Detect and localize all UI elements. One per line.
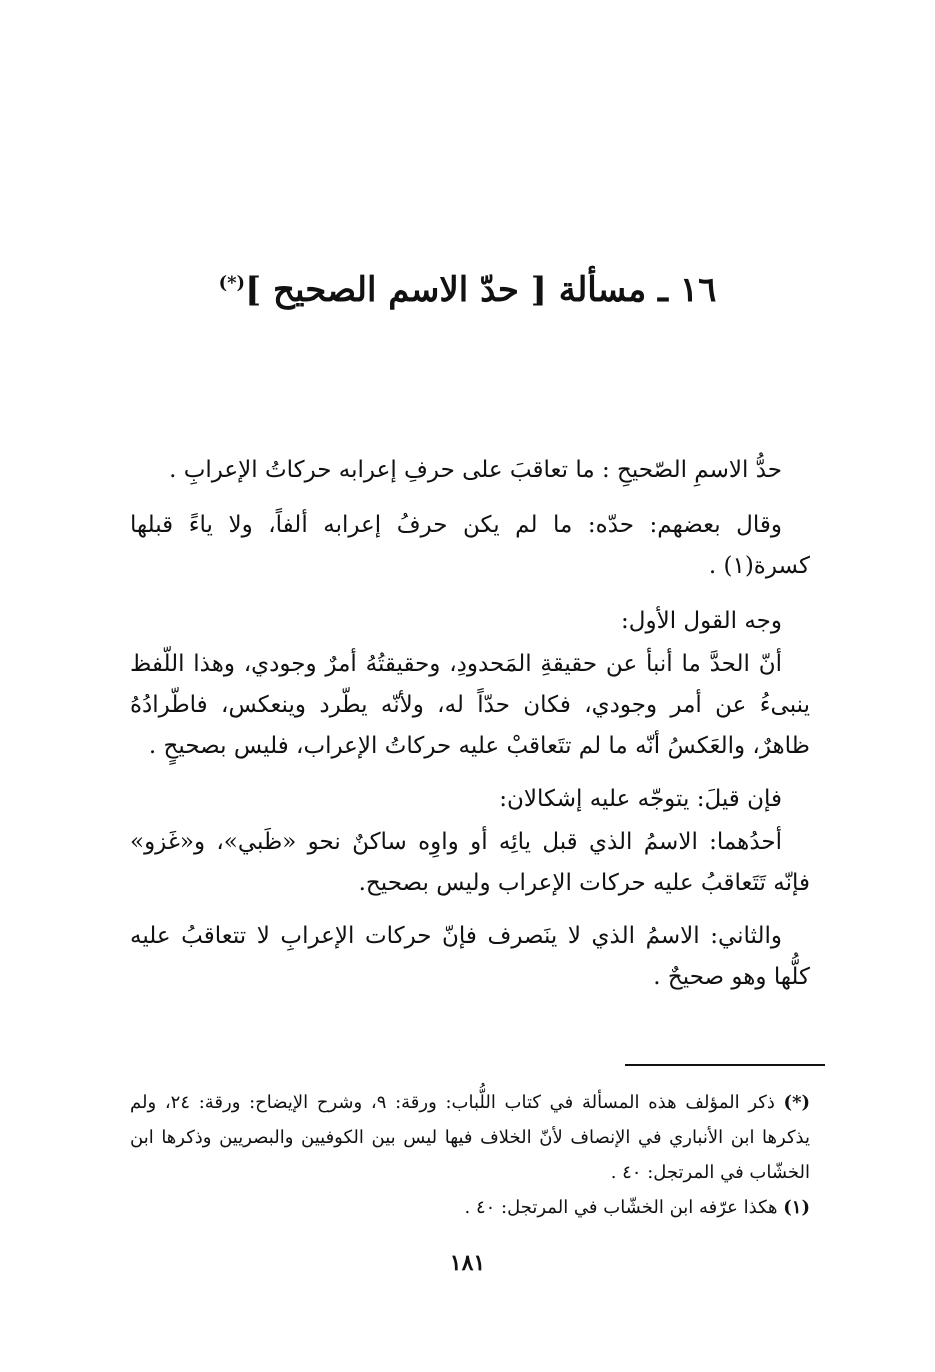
footnotes <box>130 1085 810 1225</box>
paragraph-first-view-heading: وجه القول الأول: <box>621 608 782 634</box>
heading-footnote-marker: (*) <box>218 272 246 294</box>
footnote-one-marker: (١) <box>783 1197 810 1218</box>
page-number: ١٨١ <box>449 1250 486 1276</box>
chapter-heading <box>150 268 785 312</box>
paragraph-objection-intro: فإن قيلَ: يتوجّه عليه إشكالان: <box>499 786 782 812</box>
paragraph-first-objection: أحدُهما: الاسمُ الذي قبل يائِه أو واوِه ساكنٌ نحو «ظَبي»، و«غَزو» فإنّه تَتَعاقبُ عليه حركات الإعراب وليس بصحيح. <box>130 829 810 896</box>
paragraph-first-view-argument: أنّ الحدَّ ما أنبأ عن حقيقةِ المَحدودِ، وحقيقتُهُ أمرٌ وجودي، وهذا اللّفظ ينبىءُ عن أمر وجودي، فكان حدّاً له، ولأنّه يطّرد وينعكس، فاطّرادُهُ ظاهرٌ، والعَكسُ أنّه ما لم تتَعاقبْ عليه حركاتُ الإعراب، فليس بصحيحٍ . <box>130 651 810 759</box>
body-text <box>130 450 810 1010</box>
heading-number: ١٦ ـ مسألة <box>558 270 717 310</box>
footnote-star-text: ذكر المؤلف هذه المسألة في كتاب اللُّباب: ورقة: ٩، وشرح الإيضاح: ورقة: ٢٤، ولم يذكرها ابن الأنباري في الإنصاف لأنّ الخلاف فيها ليس بين الكوفيين والبصريين وذكرها ابن الخشّاب في المرتجل: ٤٠ . <box>130 1092 810 1183</box>
footnote-one <box>130 1190 810 1225</box>
paragraph-second-objection: والثاني: الاسمُ الذي لا ينَصرف فإنّ حركات الإعرابِ لا تتعاقبُ عليه كلُّها وهو صحيحٌ . <box>130 923 810 990</box>
footnote-star-marker: (*) <box>783 1092 810 1113</box>
footnote-star <box>130 1085 810 1190</box>
paragraph-alternate-definition: وقال بعضهم: حدّه: ما لم يكن حرفُ إعرابه ألفاً، ولا ياءً قبلها كسرة(١) . <box>130 512 810 579</box>
footnote-separator <box>625 1064 825 1066</box>
footnote-one-text: هكذا عرّفه ابن الخشّاب في المرتجل: ٤٠ . <box>464 1197 778 1218</box>
paragraph-definition: حدُّ الاسمِ الصّحيحِ : ما تعاقبَ على حرفِ إعرابه حركاتُ الإعرابِ . <box>169 457 782 483</box>
heading-title: [ حدّ الاسم الصحيح ] <box>245 270 547 310</box>
